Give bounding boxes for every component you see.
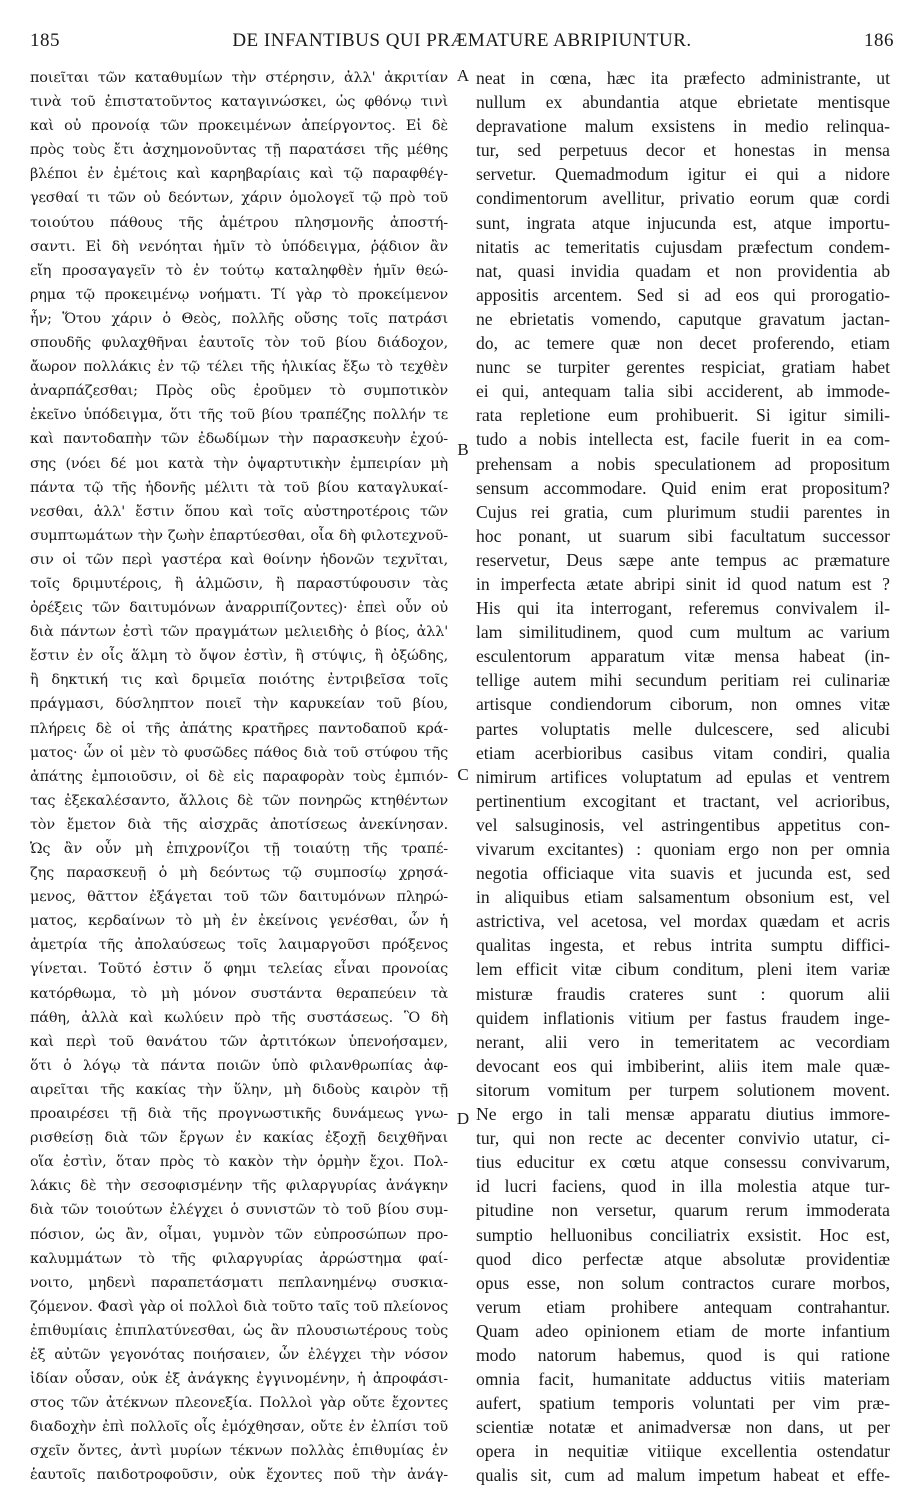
latin-text-line: Quam adeo opinionem etiam de morte infantium (476, 1320, 890, 1341)
margin-marker-b: B (457, 440, 469, 459)
latin-text-line: sumptio helluonibus conciliatrix exsistit. Hoc est, (476, 1224, 890, 1245)
margin-marker-d: D (456, 1109, 470, 1128)
latin-text-line: tur, qui non recte ac decenter convivio utatur, ci- (476, 1128, 890, 1149)
greek-text-line: ἄωρον πολλάκις ἐν τῷ τέλει τῆς ἡλικίας ἔξω τὸ τεχθὲν (30, 359, 448, 376)
latin-text-line: partes voluptatis melle dulcescere, sed alicubi (476, 718, 890, 739)
latin-text-line: neat in cœna, hæc ita præfecto administrante, ut (476, 68, 890, 88)
latin-text-line: depravatione malum exsistens in medio relinqua- (476, 116, 890, 137)
latin-text-line: qualitas ingesta, et rebus intrita sumptu diffici- (476, 935, 890, 956)
latin-text-line: servetur. Quemadmodum igitur ei qui a nidore (476, 164, 890, 185)
greek-text-line: Ὡς ἂν οὖν μὴ ἐπιχρονίζοι τῇ τοιαύτῃ τῆς τραπέ- (30, 841, 448, 857)
latin-text-line: quidem inflationis vitium per fastus fraudem inge- (476, 1007, 890, 1028)
greek-text-line: καὶ περὶ τοῦ θανάτου τῶν ἀρτιτόκων ὑπενοήσαμεν, (30, 1033, 448, 1050)
greek-text-line: ματος· ὧν οἱ μὲν τὸ φυσῶδες πάθος διὰ τοῦ στύφου τῆς (30, 744, 448, 761)
greek-text-line: αιρεῖται τῆς κακίας τὴν ὕλην, μὴ διδοὺς καιρὸν τῇ (30, 1081, 448, 1098)
latin-text-line: do, ac temere quæ non decet proferendo, etiam (476, 333, 890, 354)
greek-text-line: ἑαυτοῖς παιδοτροφοῦσιν, οὐκ ἔχοντες ποῦ τὴν ἀνάγ- (30, 1467, 448, 1484)
greek-text-line: πόσιον, ὡς ἂν, οἶμαι, γυμνὸν τῶν εὐπροσώπων προ- (30, 1226, 448, 1243)
latin-text-line: nunc se turpiter gerentes respiciat, gratiam habet (476, 357, 890, 378)
greek-text-line: βλέποι ἐν ἐμέτοις καὶ καρηβαρίαις καὶ τῷ παραφθέγ- (30, 166, 448, 183)
greek-text-line: νοιτο, μηδενὶ παραπετάσματι πεπλανημένῳ συσκια- (30, 1274, 448, 1291)
page-number-right: 186 (864, 30, 894, 51)
greek-text-line: σιν οἱ τῶν περὶ γαστέρα καὶ θοίνην ἡδονῶν τεχνῖται, (30, 551, 448, 568)
greek-text-line: πρὸς τοὺς ἔτι ἀσχημονοῦντας τῇ παρατάσει τῆς μέθης (30, 142, 448, 159)
latin-text-line: ei qui, antequam talia sibi acciderent, ab immode- (476, 381, 890, 402)
latin-text-line: His qui ita interrogant, referemus convivalem il- (476, 598, 890, 619)
greek-text-line: ματος, κερδαίνων τὸ μὴ ἐν ἐκείνοις γενέσθαι, ὧν ἡ (30, 913, 448, 930)
greek-text-line: ὀρέξεις τῶν δαιτυμόνων ἀναρριπίζοντες)· ἐπεὶ οὖν οὐ (30, 600, 448, 617)
latin-text-line: nat, quasi invidia quadam et non providentia ab (476, 260, 890, 281)
greek-text-line: ἀμετρία τῆς ἀπολαύσεως τοῖς λαιμαργοῦσι πρόξενος (30, 937, 448, 954)
greek-text-line: κατόρθωμα, τὸ μὴ μόνον συστάντα θεραπεύειν τὰ (30, 985, 448, 1002)
latin-text-line: pitudine non versetur, quarum rerum immoderata (476, 1200, 890, 1221)
greek-text-line: διὰ τῶν τοιούτων ἐλέγχει ὁ συνιστῶν τὸ τοῦ βίου συμ- (30, 1202, 448, 1219)
greek-text-line: πράγμασι, δύσληπτον ποιεῖ τὴν καρυκείαν τοῦ βίου, (30, 696, 448, 713)
greek-text-line: καὶ παντοδαπὴν τῶν ἐδωδίμων τὴν παρασκευὴν ἐχού- (30, 431, 448, 448)
latin-text-line: lem efficit vitæ cibum conditum, pleni item variæ (476, 959, 890, 980)
latin-text-line: sitorum vomitum per turpem solutionem movent. (476, 1079, 890, 1100)
latin-text-line: Ne ergo in tali mensæ apparatu diutius immore- (476, 1104, 890, 1125)
greek-text-line: ἐπιθυμίαις ἐπιπλατύνεσθαι, ὡς ἂν πλουσιωτέρους τοὺς (30, 1322, 448, 1339)
latin-text-line: vel salsuginosis, vel astringentibus appetitus con- (476, 814, 890, 835)
greek-text-line: σπουδῆς φυλαχθῆναι ἑαυτοῖς τὸν τοῦ βίου διάδοχον, (30, 335, 448, 352)
greek-text-line: τινὰ τοῦ ἐπιστατοῦντος καταγινώσκει, ὡς φθόνῳ τινὶ (30, 94, 448, 111)
greek-text-line: ρημα τῷ προκειμένῳ νοήματι. Τί γὰρ τὸ προκείμενον (30, 286, 448, 303)
greek-text-line: ἀναρπάζεσθαι; Πρὸς οὓς ἐροῦμεν τὸ συμποτικὸν (30, 383, 448, 400)
latin-text-line: reservetur, Deus sæpe ante tempus ac præmature (476, 549, 890, 570)
greek-text-line: γεσθαί τι τῶν οὐ δεόντων, χάριν ὁμολογεῖ τῷ πρὸ τοῦ (30, 190, 448, 207)
greek-text-line: ζης παρασκευῇ ὁ μὴ δεόντως τῷ συμποσίῳ χρησά- (30, 865, 448, 882)
greek-text-line: οἵα ἐστὶν, ὅταν πρὸς τὸ κακὸν τὴν ὁρμὴν ἔχοι. Πολ- (30, 1154, 448, 1171)
greek-text-line: εἴη προσαγαγεῖν τὸ ἐν τούτῳ καταληφθὲν ἡμῖν θεώ- (30, 262, 448, 279)
latin-text-line: etiam acerbioribus casibus vitam condiri, qualia (476, 742, 890, 763)
latin-text-line: ne ebrietatis vomendo, caputque gravatum jactan- (476, 308, 890, 329)
margin-marker-a: A (456, 66, 470, 85)
greek-text-line: γίνεται. Τοῦτό ἐστιν ὅ φημι τελείας εἶναι προνοίας (30, 961, 448, 978)
greek-text-line: λάκις δὲ τὴν σεσοφισμένην τῆς φιλαργυρίας ἀνάγκην (30, 1178, 448, 1195)
latin-text-line: prehensam a nobis speculationem ad propositum (476, 453, 890, 474)
latin-text-line: pertinentium excogitant et tractant, vel acrioribus, (476, 790, 890, 811)
running-title: DE INFANTIBUS QUI PRÆMATURE ABRIPIUNTUR. (232, 30, 692, 51)
greek-text-line: ἰδίαν οὖσαν, οὐκ ἐξ ἀνάγκης ἐγγινομένην, ἡ ἀπροφάσι- (30, 1371, 448, 1388)
greek-text-line: διαδοχὴν ἐπὶ πολλοῖς οἷς ἐμόχθησαν, οὔτε ἐν ἐλπίσι τοῦ (30, 1419, 448, 1436)
greek-text-line: τοιούτου πάθους τῆς ἀμέτρου πλησμονῆς ἀποστή- (30, 214, 448, 231)
latin-text-line: sunt, ingrata atque injucunda est, atque importu- (476, 212, 890, 233)
greek-text-line: ὅτι ὁ λόγῳ τὰ πάντα ποιῶν ὑπὸ φιλανθρωπίας ἀφ- (30, 1057, 448, 1074)
latin-text-line: tur, sed perpetuus decor et honestas in mensa (476, 140, 890, 161)
latin-text-line: nitatis ac temeritatis cujusdam præfectum condem- (476, 236, 890, 257)
latin-text-line: rata repletione eum prohibuerit. Si igitur simili- (476, 405, 890, 426)
page-number-left: 185 (30, 30, 60, 51)
greek-text-line: ζόμενον. Φασὶ γὰρ οἱ πολλοὶ διὰ τοῦτο ταῖς τοῦ πλείονος (30, 1298, 448, 1315)
latin-text-line: condimentorum avellitur, privatio eorum quæ cordi (476, 188, 890, 209)
latin-text-line: devocant eos qui imbiberint, aliis item male quæ- (476, 1055, 890, 1076)
latin-text-line: omnia facit, humanitate adductus vitiis materiam (476, 1369, 890, 1390)
greek-text-line: τὸν ἔμετον διὰ τῆς αἰσχρᾶς ἀποτίσεως ἀνεκίνησαν. (30, 816, 448, 833)
latin-text-line: sensum accommodare. Quid enim erat propositum? (476, 477, 890, 498)
latin-text-line: nimirum artifices voluptatum ad epulas et ventrem (476, 766, 890, 787)
greek-text-line: ἐκεῖνο ὑπόδειγμα, ὅτι τῆς τοῦ βίου τραπέζης πολλήν τε (30, 407, 448, 424)
latin-text-line: appositis arcentem. Sed si ad eos qui prorogatio- (476, 284, 890, 305)
latin-text-line: modo natorum habemus, quod is qui ratione (476, 1344, 890, 1365)
latin-text-line: tellige autem mihi secundum peritiam rei culinariæ (476, 670, 890, 691)
greek-text-line: σης (νόει δέ μοι κατὰ τὴν ὀψαρτυτικὴν ἐμπειρίαν μὴ (30, 455, 448, 472)
latin-text-line: tius educitur ex cœtu atque consessu convivarum, (476, 1152, 890, 1173)
greek-text-line: συμπτωμάτων τὴν ζωὴν ἐπαρτύεσθαι, οἷα δὴ φιλοτεχνοῦ- (30, 527, 448, 544)
greek-text-line: σαντι. Εἰ δὴ νενόηται ἡμῖν τὸ ὑπόδειγμα, ῥᾴδιον ἂν (30, 238, 448, 255)
greek-text-line: ἐξ αὐτῶν γεγονότας ποιήσαιεν, ὧν ἐλέγχει τὴν νόσον (30, 1346, 448, 1363)
latin-text-line: nerant, alii vero in temeritatem ac vecordiam (476, 1031, 890, 1052)
running-header (30, 30, 894, 56)
greek-text-line: ἦν; Ὅτου χάριν ὁ Θεὸς, πολλῆς οὔσης τοῖς πατράσι (30, 310, 448, 327)
greek-text-line: πλήρεις δὲ οἱ τῆς ἀπάτης κρατῆρες παντοδαποῦ κρά- (30, 720, 448, 737)
greek-text-line: σχεῖν ὄντες, ἀντὶ μυρίων τέκνων πολλὰς ἐπιθυμίας ἐν (30, 1443, 448, 1460)
greek-text-line: νεσθαι, ἀλλ' ἔστιν ὅπου καὶ τοῖς αὐστηροτέροις τῶν (30, 503, 448, 520)
greek-text-line: καλυμμάτων τὸ τῆς φιλαργυρίας ἀρρώστημα φαί- (30, 1250, 448, 1267)
latin-text-line: astrictiva, vel acetosa, vel mordax quædam et acris (476, 911, 890, 932)
greek-text-line: μενος, θᾶττον ἐξάγεται τοῦ τῶν δαιτυμόνων πληρώ- (30, 889, 448, 906)
greek-text-line: ρισθείσῃ διὰ τῶν ἔργων ἐν κακίας ἐξοχῇ δειχθῆναι (30, 1130, 448, 1147)
latin-text-line: id lucri faciens, quod in illa molestia atque tur- (476, 1176, 890, 1197)
greek-text-column (30, 66, 448, 1488)
latin-text-line: opus esse, non solum contractos curare morbos, (476, 1272, 890, 1293)
latin-text-line: artisque condiendorum ciborum, non omnes vitæ (476, 694, 890, 715)
latin-text-line: tudo a nobis intellecta est, facile fuerit in ea com- (476, 429, 890, 450)
latin-text-line: negotia officiaque vita suavis et jucunda est, sed (476, 863, 890, 884)
latin-text-line: quod dico perfectæ atque absolutæ providentiæ (476, 1248, 890, 1269)
latin-text-line: in aliquibus etiam salsamentum obsonium est, vel (476, 887, 890, 908)
latin-text-line: verum etiam prohibere antequam contrahantur. (476, 1296, 890, 1317)
greek-text-line: καὶ οὐ προνοίᾳ τῶν προκειμένων ἀπείργοντος. Εἰ δὲ (30, 118, 448, 135)
latin-text-line: scientiæ notatæ et animadversæ non dans, ut per (476, 1417, 890, 1438)
greek-text-line: ἀπάτης ἐμποιοῦσιν, οἱ δὲ εἰς παραφορὰν τοὺς ἐμπιόν- (30, 768, 448, 785)
latin-text-line: lam similitudinem, quod cum multum ac varium (476, 622, 890, 643)
latin-text-line: nullum ex abundantia atque ebrietate mentisque (476, 92, 890, 113)
latin-text-line: in imperfecta ætate abripi sinit id quod natum est ? (476, 573, 890, 594)
greek-text-line: πάντα τῷ τῆς ἡδονῆς μέλιτι τὰ τοῦ βίου καταγλυκαί- (30, 479, 448, 496)
latin-text-line: esculentorum apparatum vitæ mensa habeat (in- (476, 646, 890, 667)
greek-text-line: ἔστιν ἐν οἷς ἅλμη τὸ ὄψον ἐστὶν, ἢ στύψις, ἢ ὀξώδης, (30, 648, 448, 665)
latin-text-line: hoc ponant, ut suarum sibi facultatum successor (476, 525, 890, 546)
latin-text-column (476, 66, 890, 1488)
greek-text-line: τοῖς δριμυτέροις, ἢ ἁλμῶσιν, ἢ παραστύφουσιν τὰς (30, 575, 448, 592)
greek-text-line: στος τῶν ἀτέκνων πλεονεξία. Πολλοὶ γὰρ οὔτε ἔχοντες (30, 1395, 448, 1412)
greek-text-line: προαιρέσει τῇ διὰ τῆς προγνωστικῆς δυνάμεως γνω- (30, 1106, 448, 1123)
latin-text-line: Cujus rei gratia, cum plurimum studii parentes in (476, 501, 890, 522)
latin-text-line: aufert, spatium temporis voluntati per vim præ- (476, 1393, 890, 1414)
greek-text-line: διὰ πάντων ἐστὶ τῶν πραγμάτων μελιειδὴς ὁ βίος, ἀλλ' (30, 624, 448, 641)
greek-text-line: ποιεῖται τῶν καταθυμίων τὴν στέρησιν, ἀλλ' ἀκριτίαν (30, 70, 448, 86)
greek-text-line: ἢ δηκτική τις καὶ δριμεῖα ποιότης ἐντριβεῖσα τοῖς (30, 672, 448, 689)
latin-text-line: qualis sit, cum ad malum impetum habeat et effe- (476, 1465, 890, 1486)
greek-text-line: πάθη, ἀλλὰ καὶ κωλύειν πρὸ τῆς συστάσεως. Ὃ δὴ (30, 1009, 448, 1026)
latin-text-line: vivarum excitantes) : quoniam ergo non per omnia (476, 839, 890, 859)
greek-text-line: τας ἐξεκαλέσαντο, ἄλλοις δὲ τῶν πονηρῶς κτηθέντων (30, 792, 448, 809)
margin-marker-c: C (457, 765, 469, 784)
latin-text-line: opera in nequitiæ vitiique excellentia ostendatur (476, 1441, 890, 1462)
latin-text-line: misturæ fraudis crateres sunt : quorum alii (476, 983, 890, 1004)
